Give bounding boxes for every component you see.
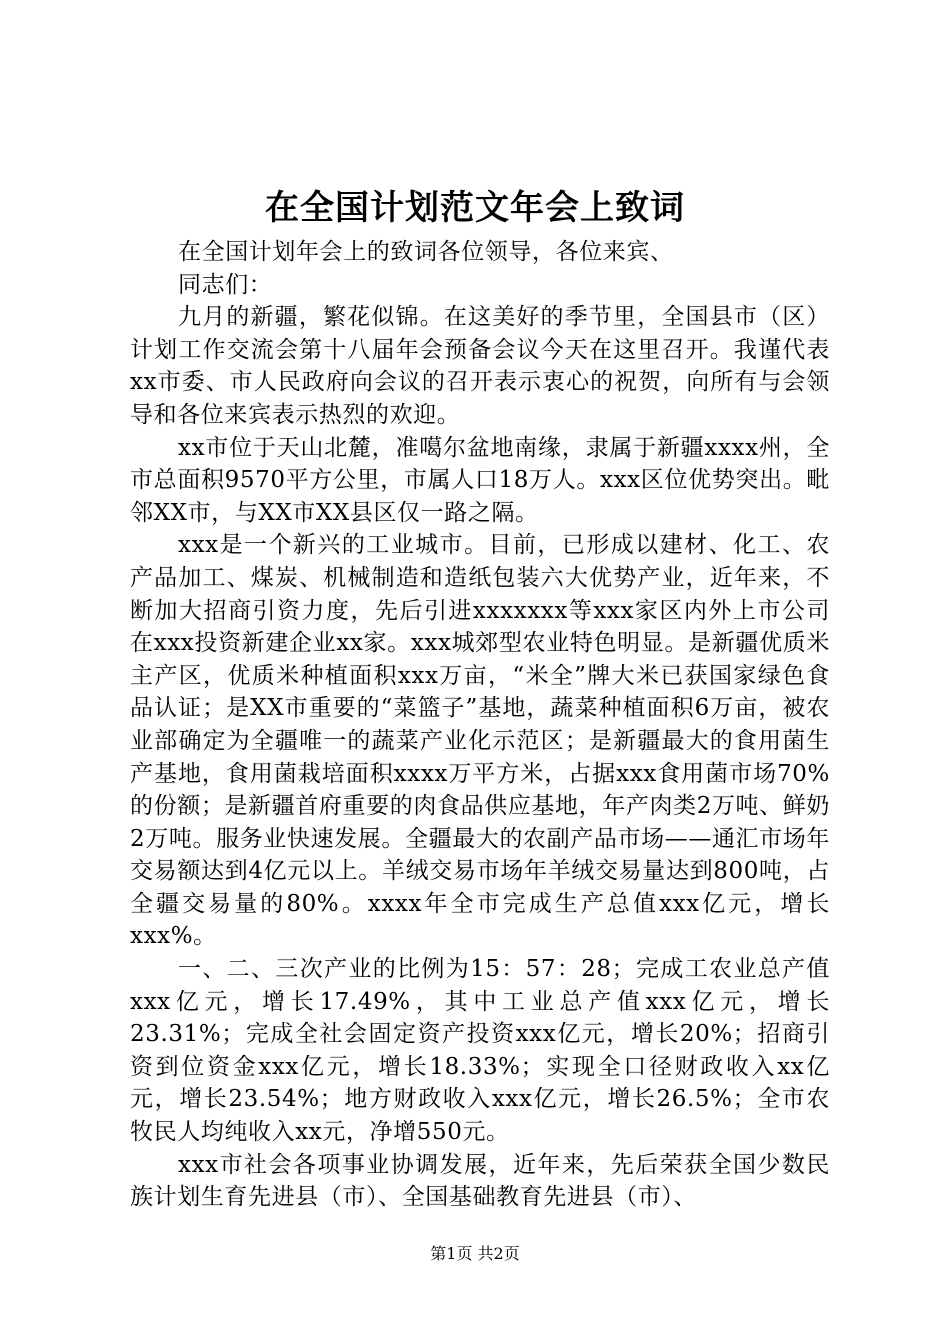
paragraph-social: xxx市社会各项事业协调发展，近年来，先后荣获全国少数民族计划生育先进县（市）、全国基础教育先进县（市）、 (130, 1151, 830, 1211)
document-body (130, 236, 830, 1214)
paragraph-industry: xxx是一个新兴的工业城市。目前，已形成以建材、化工、农产品加工、煤炭、机械制造和造纸包装六大优势产业，近年来，不断加大招商引资力度，先后引进xxxxxxx等xxx家区内外上市公司在xxx投资新建企业xx家。xxx城郊型农业特色明显。是新疆优质米主产区，优质米种植面积xxx万亩，“米全”牌大米已获国家绿色食品认证；是XX市重要的“菜篮子”基地，蔬菜种植面积6万亩，被农业部确定为全疆唯一的蔬菜产业化示范区；是新疆最大的食用菌生产基地，食用菌栽培面积xxxx万平方米，占据xxx食用菌市场70%的份额；是新疆首府重要的肉食品供应基地，年产肉类2万吨、鲜奶2万吨。服务业快速发展。全疆最大的农副产品市场——通汇市场年交易额达到4亿元以上。羊绒交易市场年羊绒交易量达到800吨，占全疆交易量的80%。xxxx年全市完成生产总值xxx亿元，增长xxx%。 (130, 532, 830, 950)
page-footer: 第1页 共2页 (430, 1244, 520, 1263)
paragraph-greeting: 在全国计划年会上的致词各位领导，各位来宾、 (178, 239, 674, 265)
document-title: 在全国计划范文年会上致词 (265, 188, 685, 228)
paragraph-economy: 一、二、三次产业的比例为15：57：28；完成工农业总产值xxx亿元，增长17.49%，其中工业总产值xxx亿元，增长23.31%；完成全社会固定资产投资xxx亿元，增长20%；招商引资到位资金xxx亿元，增长18.33%；实现全口径财政收入xx亿元，增长23.54%；地方财政收入xxx亿元，增长26.5%；全市农牧民人均纯收入xx元，净增550元。 (130, 956, 830, 1146)
paragraph-location: xx市位于天山北麓，准噶尔盆地南缘，隶属于新疆xxxx州，全市总面积9570平方公里，市属人口18万人。xxx区位优势突出。毗邻XX市，与XX市XX县区仅一路之隔。 (130, 434, 830, 526)
paragraph-welcome: 九月的新疆，繁花似锦。在这美好的季节里，全国县市（区）计划工作交流会第十八届年会预备会议今天在这里召开。我谨代表xx市委、市人民政府向会议的召开表示衷心的祝贺，向所有与会领导和各位来宾表示热烈的欢迎。 (130, 304, 830, 428)
paragraph-salutation: 同志们： (178, 271, 273, 298)
